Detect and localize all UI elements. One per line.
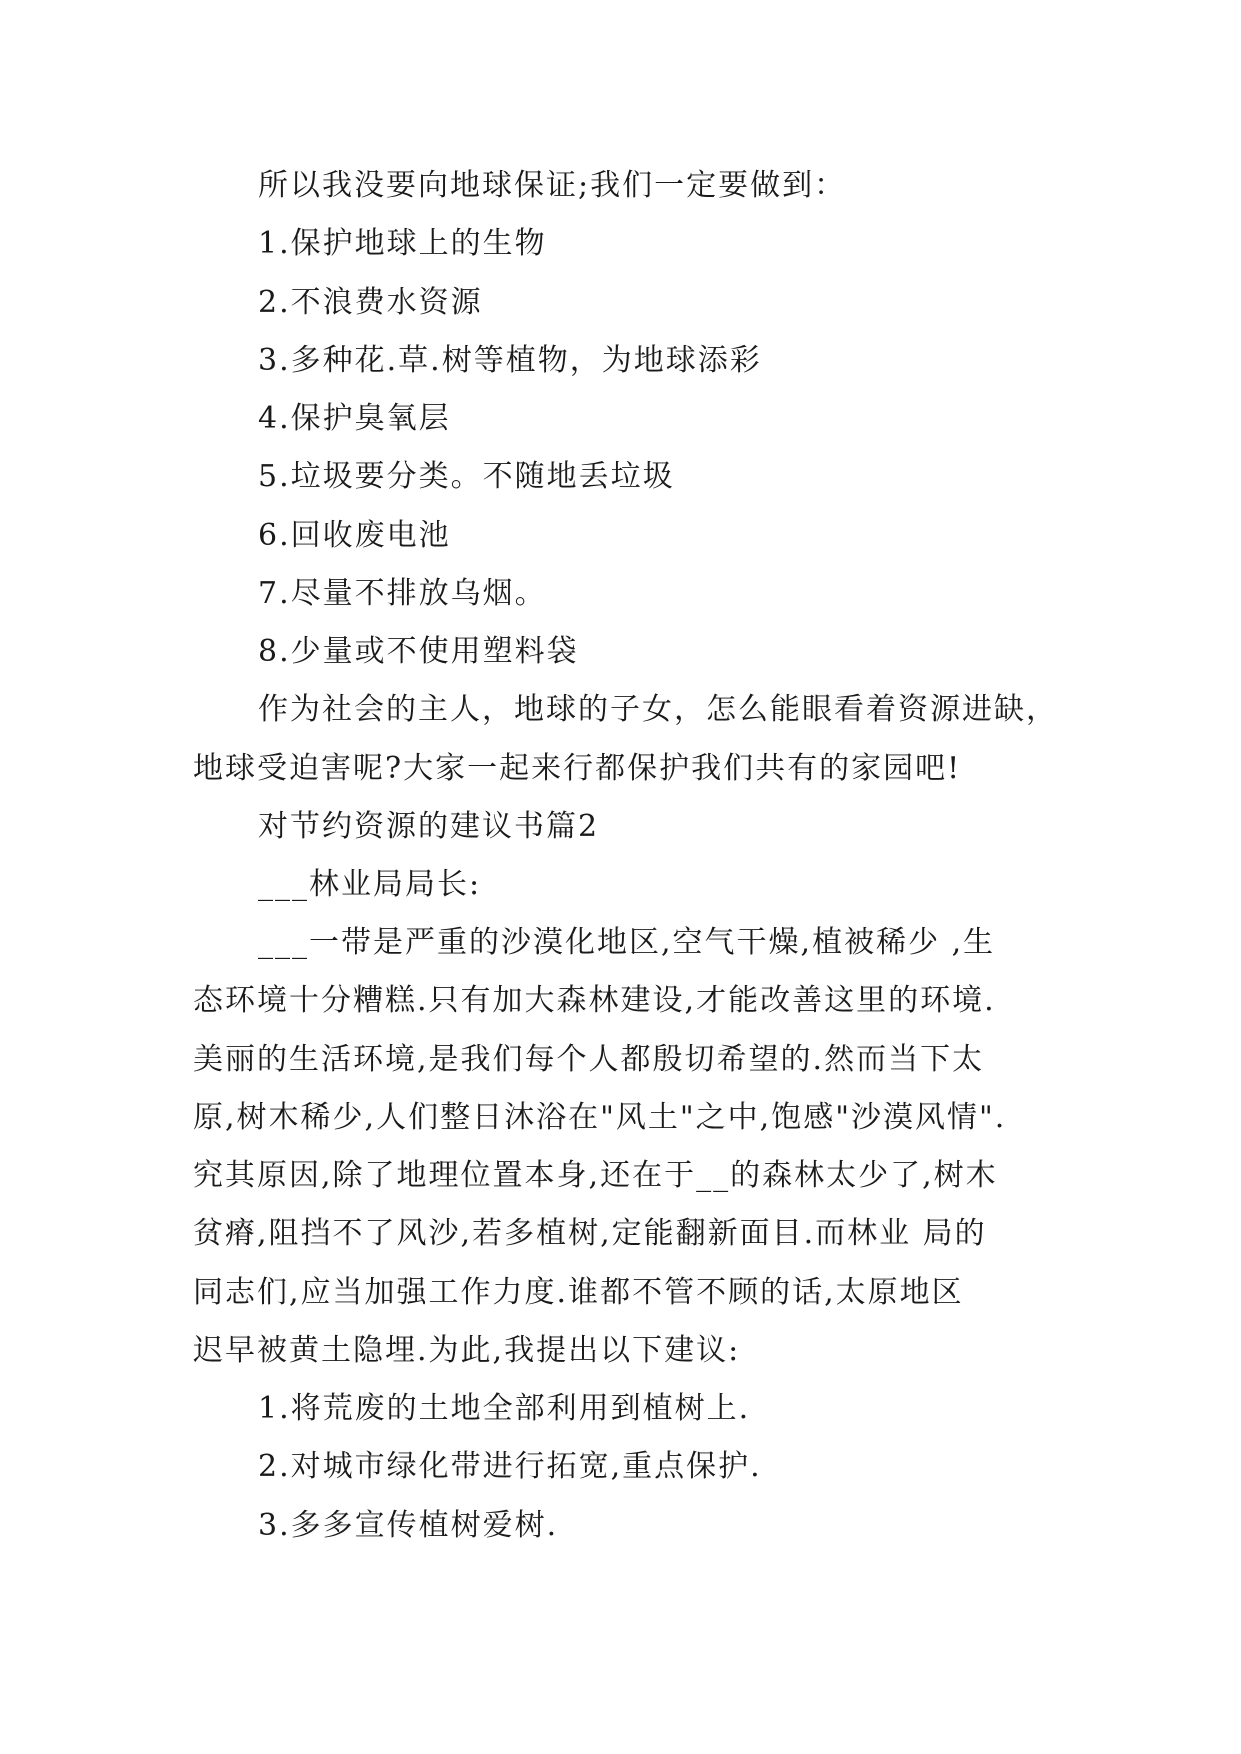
salutation: ___林业局局长: bbox=[258, 867, 482, 902]
list-item: 2.不浪费水资源 bbox=[258, 285, 483, 320]
paragraph-line: 原,树木稀少,人们整日沐浴在"风土"之中,饱感"沙漠风情". bbox=[193, 1100, 1007, 1135]
list-item: 1.将荒废的土地全部利用到植树上. bbox=[258, 1391, 751, 1426]
paragraph-line: 地球受迫害呢?大家一起来行都保护我们共有的家园吧! bbox=[193, 751, 962, 786]
paragraph-line: 贫瘠,阻挡不了风沙,若多植树,定能翻新面目.而林业 局的 bbox=[193, 1216, 987, 1251]
list-item: 2.对城市绿化带进行拓宽,重点保护. bbox=[258, 1449, 762, 1484]
paragraph-line: 所以我没要向地球保证;我们一定要做到： bbox=[258, 168, 847, 203]
paragraph-line: 作为社会的主人，地球的子女，怎么能眼看着资源进缺， bbox=[258, 692, 1058, 727]
paragraph-line: 究其原因,除了地理位置本身,还在于__的森林太少了,树木 bbox=[193, 1158, 998, 1193]
paragraph-line: 美丽的生活环境,是我们每个人都殷切希望的.然而当下太 bbox=[193, 1042, 985, 1077]
list-item: 3.多多宣传植树爱树. bbox=[258, 1508, 559, 1543]
section-title: 对节约资源的建议书篇2 bbox=[258, 809, 600, 844]
paragraph-line: 态环境十分糟糕.只有加大森林建设,才能改善这里的环境. bbox=[193, 983, 996, 1018]
paragraph-line: ___一带是严重的沙漠化地区,空气干燥,植被稀少 ,生 bbox=[258, 925, 996, 960]
paragraph-line: 同志们,应当加强工作力度.谁都不管不顾的话,太原地区 bbox=[193, 1275, 964, 1310]
list-item: 7.尽量不排放乌烟。 bbox=[258, 576, 547, 611]
paragraph-line: 迟早被黄土隐埋.为此,我提出以下建议: bbox=[193, 1333, 741, 1368]
list-item: 8.少量或不使用塑料袋 bbox=[258, 634, 579, 669]
list-item: 6.回收废电池 bbox=[258, 518, 451, 553]
list-item: 5.垃圾要分类。不随地丢垃圾 bbox=[258, 459, 675, 494]
list-item: 1.保护地球上的生物 bbox=[258, 226, 547, 261]
list-item: 3.多种花.草.树等植物，为地球添彩 bbox=[258, 343, 762, 378]
list-item: 4.保护臭氧层 bbox=[258, 401, 451, 436]
